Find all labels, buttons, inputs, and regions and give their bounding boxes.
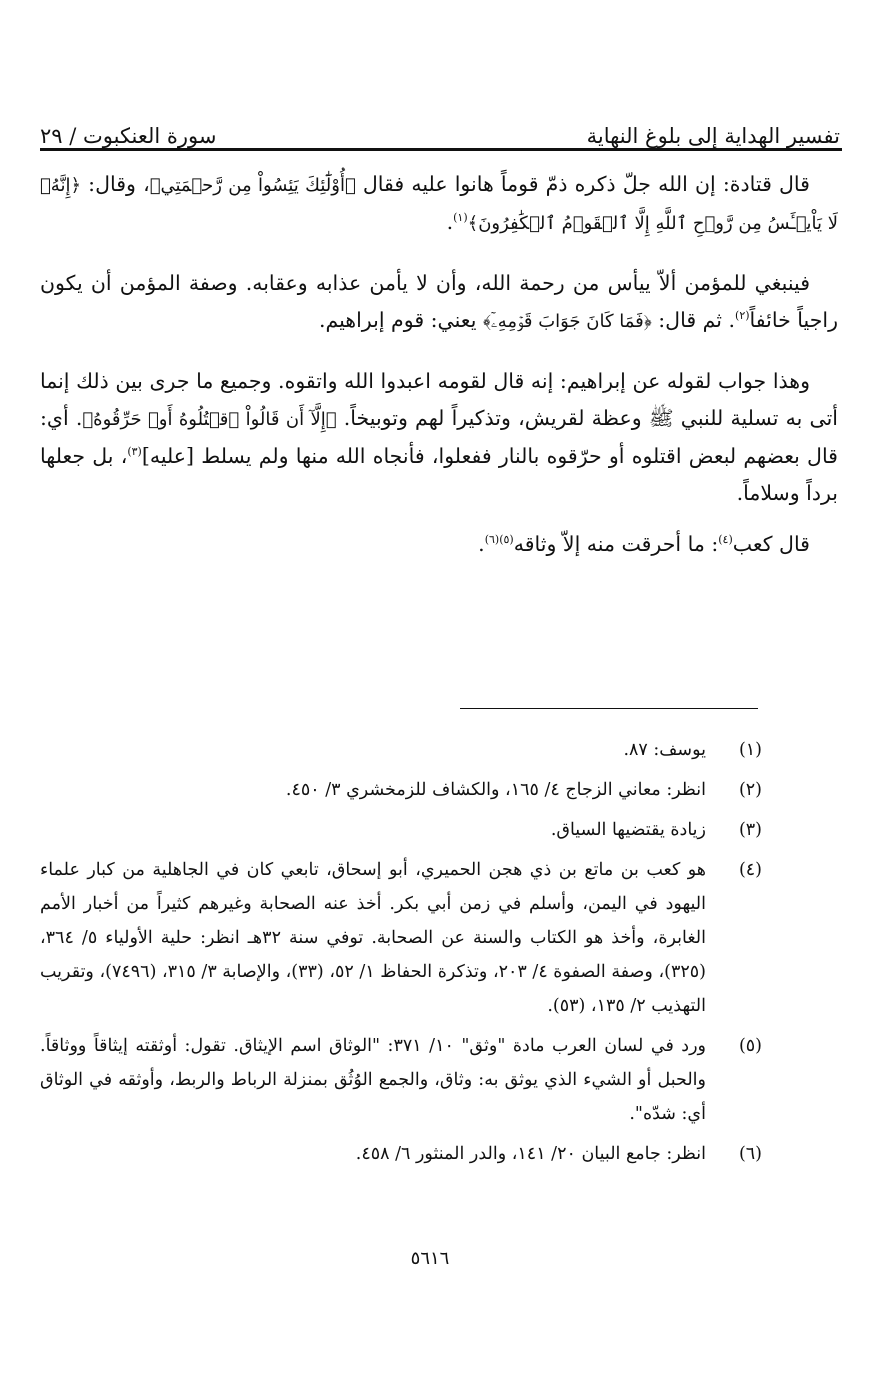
- footnote: [40, 853, 762, 1023]
- footnote-text: زيادة يقتضيها السياق.: [550, 820, 706, 840]
- paragraph-1: قال قتادة: إن الله جلّ ذكره ذمّ قوماً هانوا عليه فقال ﴿أُوْلَٰٓئِكَ يَئِسُواْ مِن رَّحۡمَتِي﴾، وقال: ﴿إِنَّهُۥ لَا يَاْيۡـَٔسُ مِن رَّوۡحِ ٱللَّهِ إِلَّا ٱلۡقَوۡمُ ٱلۡكَٰفِرُونَ﴾$^{(١)}$.: [40, 172, 838, 234]
- quran-verse: ﴿إِلَّآ أَن قَالُواْ ٱقۡتُلُوهُ أَوۡ حَرِّقُوهُ﴾: [82, 409, 337, 430]
- surah-info: سورة العنكبوت / ٢٩: [40, 124, 217, 148]
- footnote: [40, 773, 762, 807]
- running-header: [40, 98, 840, 148]
- footnote-ref: (١): [453, 211, 468, 225]
- main-text: [40, 166, 838, 563]
- footnote-ref: (٢): [735, 309, 750, 323]
- footnote-number: (٢): [738, 780, 762, 800]
- footnote: [40, 1137, 762, 1171]
- footnote-text: انظر: جامع البيان ٢٠/ ١٤١، والدر المنثور ٦/ ٤٥٨.: [355, 1144, 706, 1164]
- footnote-ref: (٣): [127, 445, 142, 459]
- footnote-number: (٥): [738, 1036, 762, 1056]
- quran-verse: ﴿فَمَا كَانَ جَوَابَ قَوۡمِهِۦٓ﴾: [482, 311, 652, 332]
- footnote-number: (١): [738, 740, 762, 760]
- footnote-text: هو كعب بن ماتع بن ذي هجن الحميري، أبو إسحاق، تابعي كان في الجاهلية من كبار علماء اليهود في اليمن، وأسلم في زمن أبي بكر. أخذ عنه الصحابة وغيرهم كثيراً من أخبار الأمم الغابرة، وأخذ هو الكتاب والسنة عن الصحابة. توفي سنة ٣٢هـ انظر: حلية الأولياء ٥/ ٣٦٤، (٣٢٥)، وصفة الصفوة ٤/ ٢٠٣، وتذكرة الحفاظ ١/ ٥٢، (٣٣)، والإصابة ٣/ ٣١٥، (٧٤٩٦)، وتقريب التهذيب ٢/ ١٣٥، (٥٣).: [40, 860, 706, 1016]
- footnote-ref: (٤): [718, 533, 733, 547]
- footnote: [40, 733, 762, 767]
- footnote-text: انظر: معاني الزجاج ٤/ ١٦٥، والكشاف للزمخشري ٣/ ٤٥٠.: [285, 780, 706, 800]
- footnote-number: (٦): [738, 1144, 762, 1164]
- footnote-text: ورد في لسان العرب مادة "وثق" ١٠/ ٣٧١: "الوثاق اسم الإيثاق. تقول: أوثقته إيثاقاً ووثاقاً. والحبل أو الشيء الذي يوثق به: وثاق، والجمع الوُثُق بمنزلة الرباط والربط، وأوثقه في الوثاق أي: شدّه".: [40, 1036, 706, 1124]
- page-number: ٥٦١٦: [410, 1248, 450, 1269]
- header-rule: [40, 148, 842, 151]
- paragraph-3: وهذا جواب لقوله عن إبراهيم: إنه قال لقومه اعبدوا الله واتقوه. وجميع ما جرى بين ذلك إنما أتى به تسلية للنبي ﷺ وعظة لقريش، وتذكيراً لهم وتوبيخاً. ﴿إِلَّآ أَن قَالُواْ ٱقۡتُلُوهُ أَوۡ حَرِّقُوهُ﴾. أي: قال بعضهم لبعض اقتلوه أو حرّقوه بالنار ففعلوا، فأنجاه الله منها ولم يسلط [عليه]$^{(٣)}$، بل جعلها برداً وسلاماً.: [40, 369, 839, 505]
- footnote-number: (٣): [738, 820, 762, 840]
- paragraph-4: قال كعب$^{(٤)}$: ما أحرقت منه إلاّ وثاقه$^{(٥)(٦)}$.: [478, 532, 810, 556]
- footnote: [40, 813, 762, 847]
- footnote: [40, 1029, 762, 1131]
- quran-verse: ﴿إِنَّهُۥ لَا يَاْيۡـَٔسُ مِن رَّوۡحِ ٱللَّهِ إِلَّا ٱلۡقَوۡمُ ٱلۡكَٰفِرُونَ﴾: [40, 175, 838, 234]
- quran-verse: ﴿أُوْلَٰٓئِكَ يَئِسُواْ مِن رَّحۡمَتِي﴾: [149, 175, 356, 196]
- footnotes: [40, 733, 762, 1177]
- footnote-number: (٤): [738, 860, 762, 880]
- footnote-text: يوسف: ٨٧.: [623, 740, 706, 760]
- footnote-ref: (٥)(٦): [484, 533, 514, 547]
- book-title: تفسير الهداية إلى بلوغ النهاية: [586, 124, 840, 148]
- footnote-separator: [460, 708, 758, 709]
- paragraph-2: فينبغي للمؤمن ألاّ ييأس من رحمة الله، وأن لا يأمن عذابه وعقابه. وصفة المؤمن أن يكون راجياً خائفاً$^{(٢)}$. ثم قال: ﴿فَمَا كَانَ جَوَابَ قَوۡمِهِۦٓ﴾ يعني: قوم إبراهيم.: [40, 271, 838, 332]
